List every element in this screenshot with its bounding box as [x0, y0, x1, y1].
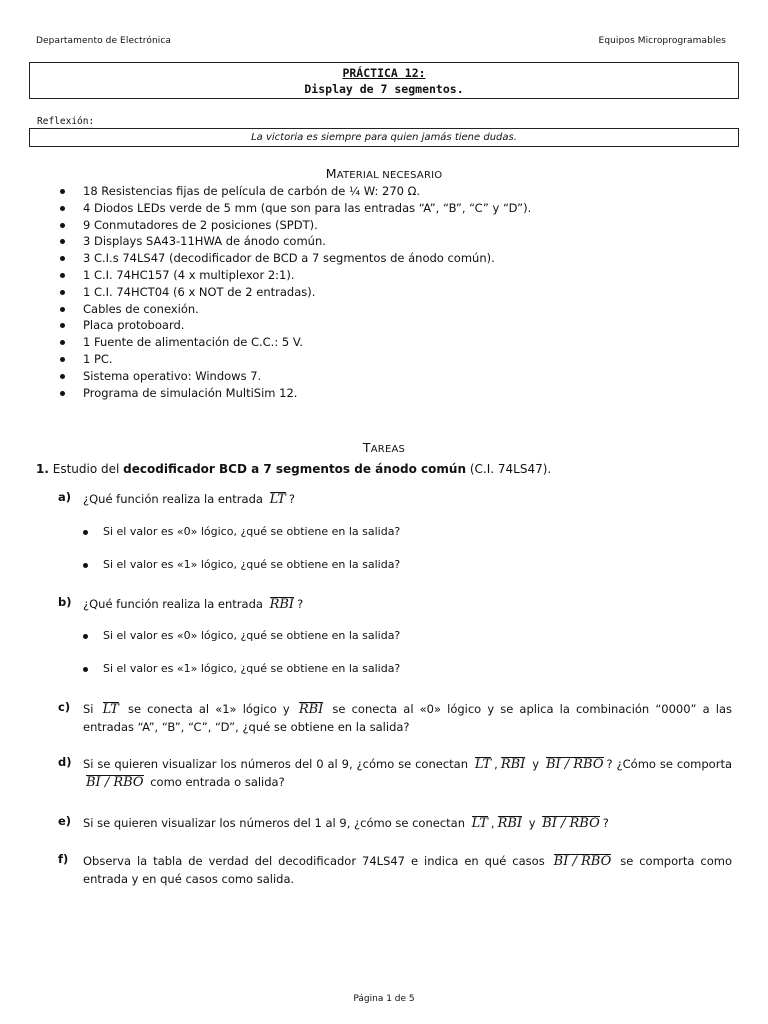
question-f-label: f) — [58, 852, 69, 866]
task-1-post: (C.I. 74LS47). — [469, 462, 552, 476]
materials-heading-rest: ATERIAL NECESARIO — [336, 170, 443, 181]
list-item: 1 C.I. 74HC157 (4 x multiplexor 2:1). — [58, 267, 531, 284]
signal-rbi: RBI — [269, 597, 295, 612]
question-b-text: ¿Qué función realiza la entrada RBI ? — [83, 597, 304, 612]
signal-bi-rbo: BI / RBO — [553, 854, 612, 869]
list-item: 3 Displays SA43-11HWA de ánodo común. — [58, 233, 531, 250]
tasks-heading — [0, 440, 768, 455]
bullet-icon — [60, 239, 65, 244]
question-d — [58, 755, 732, 795]
task-number: 1. — [36, 462, 49, 476]
bullet-icon — [60, 391, 65, 396]
bullet-icon — [60, 290, 65, 295]
task-1-pre: Estudio del — [52, 462, 120, 476]
bullet-icon — [60, 256, 65, 261]
practice-title: Display de 7 segmentos. — [304, 82, 464, 96]
practice-number: PRÁCTICA 12: — [342, 66, 426, 80]
question-c-text: Si LT se conecta al «1» lógico y RBI se conecta al «0» lógico y se aplica la combinación “0000” a las entradas “A”, “B”, “C”, “D”, ¿qué se obtiene en la salida? — [83, 702, 733, 734]
bullet-icon — [60, 307, 65, 312]
task-1 — [36, 462, 551, 476]
bullet-icon — [83, 634, 88, 639]
list-item: 9 Conmutadores de 2 posiciones (SPDT). — [58, 217, 531, 234]
header-department: Departamento de Electrónica — [36, 36, 172, 46]
bullet-icon — [60, 223, 65, 228]
question-e — [58, 814, 738, 834]
header-course: Equipos Microprogramables — [598, 36, 726, 46]
reflection-quote: La victoria es siempre para quien jamás tiene dudas. — [29, 128, 739, 147]
title-box — [29, 62, 739, 99]
list-item: 1 C.I. 74HCT04 (6 x NOT de 2 entradas). — [58, 284, 531, 301]
question-a-label: a) — [58, 490, 72, 504]
list-item: 18 Resistencias fijas de película de carbón de ¼ W: 270 Ω. — [58, 183, 531, 200]
question-a-text: ¿Qué función realiza la entrada LT ? — [83, 492, 295, 507]
signal-bi-rbo: BI / RBO — [545, 757, 604, 772]
bullet-icon — [60, 340, 65, 345]
question-a — [58, 490, 738, 510]
signal-rbi: RBI — [497, 816, 523, 831]
question-b-sub-2: Si el valor es «1» lógico, ¿qué se obtiene en la salida? — [81, 662, 400, 675]
question-b-label: b) — [58, 595, 72, 609]
materials-heading — [0, 166, 768, 181]
question-c-label: c) — [58, 700, 71, 714]
tasks-heading-cap: T — [362, 440, 371, 455]
task-1-subject: decodificador BCD a 7 segmentos de ánodo común — [123, 462, 466, 476]
question-c — [58, 700, 732, 740]
list-item: Placa protoboard. — [58, 317, 531, 334]
list-item: Sistema operativo: Windows 7. — [58, 368, 531, 385]
list-item: 3 C.I.s 74LS47 (decodificador de BCD a 7 segmentos de ánodo común). — [58, 250, 531, 267]
list-item: 1 Fuente de alimentación de C.C.: 5 V. — [58, 334, 531, 351]
list-item: Cables de conexión. — [58, 301, 531, 318]
question-d-text: Si se quieren visualizar los números del 0 al 9, ¿cómo se conectan LT , RBI y BI / RBO ? ¿Cómo se comportaBI / RBO como entrada o salida? — [83, 757, 732, 790]
signal-lt: LT — [102, 702, 119, 717]
question-e-label: e) — [58, 814, 72, 828]
reflection-label: Reflexión: — [37, 116, 95, 127]
bullet-icon — [60, 189, 65, 194]
bullet-icon — [83, 667, 88, 672]
bullet-icon — [60, 374, 65, 379]
bullet-icon — [83, 530, 88, 535]
signal-rbi: RBI — [500, 757, 526, 772]
question-b-sub-1: Si el valor es «0» lógico, ¿qué se obtiene en la salida? — [81, 629, 400, 642]
signal-bi-rbo: BI / RBO — [542, 816, 600, 831]
list-item: Programa de simulación MultiSim 12. — [58, 385, 531, 402]
question-f — [58, 852, 732, 892]
signal-lt: LT — [471, 816, 488, 831]
bullet-icon — [60, 323, 65, 328]
materials-list — [58, 183, 531, 401]
bullet-icon — [60, 357, 65, 362]
signal-rbi: RBI — [298, 702, 324, 717]
question-b — [58, 595, 738, 615]
question-a-sub-1: Si el valor es «0» lógico, ¿qué se obtiene en la salida? — [81, 525, 400, 538]
page-number: Página 1 de 5 — [353, 994, 415, 1004]
signal-lt: LT — [269, 492, 286, 507]
tasks-heading-rest: AREAS — [370, 444, 406, 455]
signal-lt: LT — [474, 757, 492, 772]
question-a-sub-2: Si el valor es «1» lógico, ¿qué se obtiene en la salida? — [81, 558, 400, 571]
question-e-text: Si se quieren visualizar los números del 1 al 9, ¿cómo se conectan LT , RBI y BI / RBO ? — [83, 816, 609, 831]
question-f-text: Observa la tabla de verdad del decodificador 74LS47 e indica en qué casos BI / RBO se comporta como entrada y en qué casos como salida. — [83, 854, 732, 886]
question-d-label: d) — [58, 755, 72, 769]
bullet-icon — [83, 563, 88, 568]
list-item: 1 PC. — [58, 351, 531, 368]
bullet-icon — [60, 206, 65, 211]
signal-bi-rbo: BI / RBO — [86, 775, 144, 790]
materials-heading-cap: M — [325, 166, 337, 181]
list-item: 4 Diodos LEDs verde de 5 mm (que son para las entradas “A”, “B”, “C” y “D”). — [58, 200, 531, 217]
bullet-icon — [60, 273, 65, 278]
